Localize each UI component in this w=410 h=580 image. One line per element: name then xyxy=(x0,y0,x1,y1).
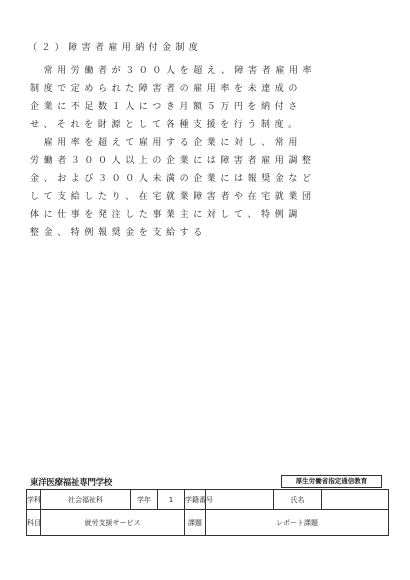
text-line: 雇用率を超えて雇用する企業に対し、常用 xyxy=(30,138,303,148)
subject-label: 科目 xyxy=(27,510,41,536)
school-name: 東洋医療福祉専門学校 xyxy=(30,478,113,488)
topic-label: 課題 xyxy=(185,510,206,536)
dept-label: 学科 xyxy=(27,490,41,510)
dept-value: 社会福祉科 xyxy=(41,490,131,510)
text-line: して支給したり、在宅就業障害者や在宅就業団 xyxy=(30,192,316,202)
accreditation-stamp: 厚生労働省指定通信教育 xyxy=(281,475,382,488)
year-label: 学年 xyxy=(131,490,158,510)
text-line: 体に仕事を発注した事業主に対して、特例調 xyxy=(30,210,302,220)
topic-value: レポート課題 xyxy=(206,510,389,536)
text-line: 制度で定められた障害者の雇用率を未達成の xyxy=(30,84,303,94)
year-value: 1 xyxy=(158,490,185,510)
text-line: 常用労働者が３００人を超え、障害者雇用率 xyxy=(30,66,317,76)
student-number-value xyxy=(206,490,274,510)
student-info-table xyxy=(26,489,389,536)
student-name-label: 氏名 xyxy=(274,490,322,510)
body-text xyxy=(30,62,390,242)
text-line: 金、および３００人未満の企業には報奨金など xyxy=(30,174,316,184)
section-heading: （２）障害者雇用納付金制度 xyxy=(28,43,203,53)
text-line: 企業に不足数１人につき月額５万円を納付さ xyxy=(30,102,302,112)
subject-value: 就労支援サービス xyxy=(41,510,185,536)
text-line: 労働者３００人以上の企業には障害者雇用調整 xyxy=(30,156,316,166)
text-line: せ、それを財源として各種支援を行う制度。 xyxy=(30,120,302,130)
student-name-value xyxy=(322,490,389,510)
student-number-label: 学籍番号 xyxy=(185,490,206,510)
paragraph-2 xyxy=(30,134,390,242)
text-line: 整金、特例報奨金を支給する xyxy=(30,228,207,238)
paragraph-1 xyxy=(30,62,390,134)
